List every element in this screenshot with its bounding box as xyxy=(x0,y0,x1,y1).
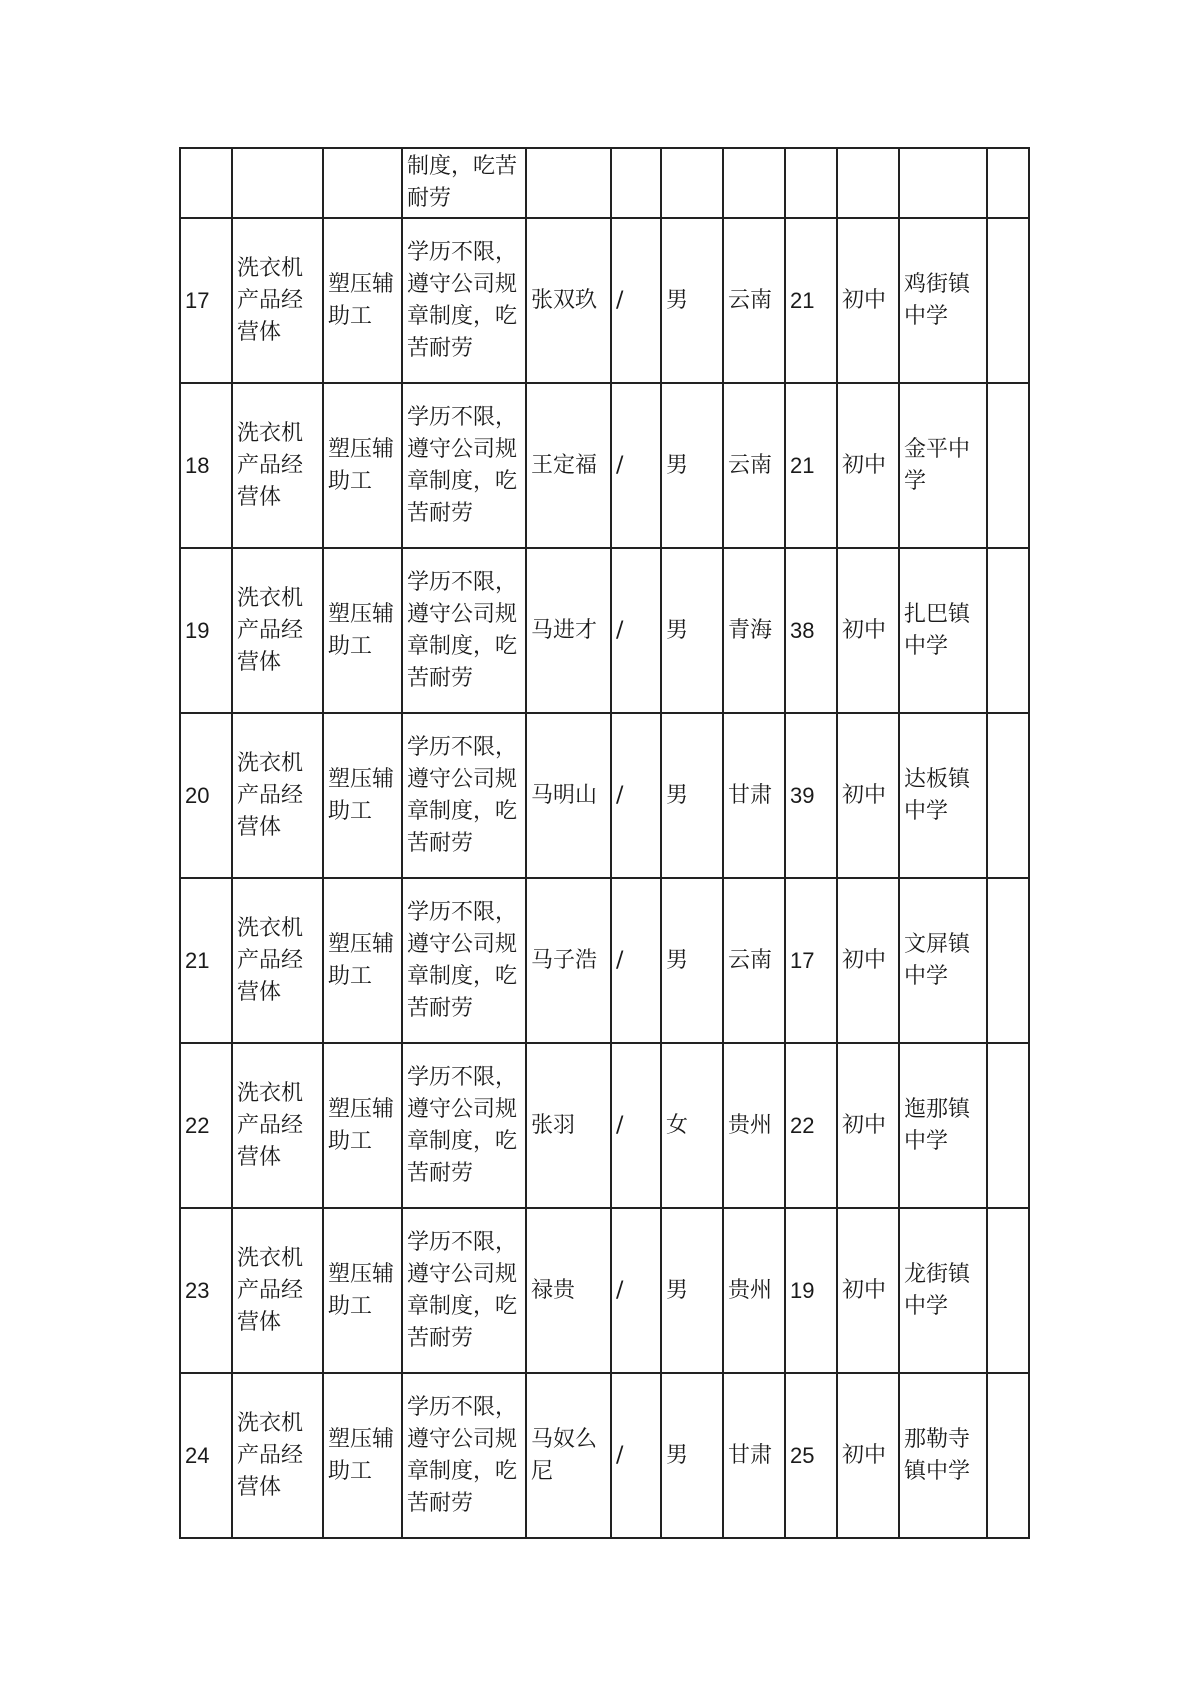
cell-name: 马子浩 xyxy=(526,878,611,1043)
table-row xyxy=(180,878,1029,1043)
cell-unit: 洗衣机产品经营体 xyxy=(232,1043,323,1208)
cell-gender: 男 xyxy=(661,1208,723,1373)
cell-name: 马进才 xyxy=(526,548,611,713)
cell-remark xyxy=(987,148,1029,218)
cell-requirement: 学历不限，遵守公司规章制度，吃苦耐劳 xyxy=(402,1208,526,1373)
cell-age: 22 xyxy=(785,1043,837,1208)
cell-col6: / xyxy=(611,548,661,713)
cell-gender: 男 xyxy=(661,218,723,383)
cell-education: 初中 xyxy=(837,713,899,878)
cell-col6: / xyxy=(611,383,661,548)
cell-age: 21 xyxy=(785,383,837,548)
cell-name xyxy=(526,148,611,218)
cell-gender: 男 xyxy=(661,383,723,548)
table-row xyxy=(180,383,1029,548)
cell-remark xyxy=(987,713,1029,878)
cell-remark xyxy=(987,383,1029,548)
cell-position: 塑压辅助工 xyxy=(323,1208,402,1373)
cell-gender: 女 xyxy=(661,1043,723,1208)
cell-age: 39 xyxy=(785,713,837,878)
cell-province xyxy=(723,148,785,218)
cell-no: 21 xyxy=(180,878,232,1043)
cell-position: 塑压辅助工 xyxy=(323,218,402,383)
cell-position: 塑压辅助工 xyxy=(323,383,402,548)
cell-name: 张羽 xyxy=(526,1043,611,1208)
cell-education: 初中 xyxy=(837,1208,899,1373)
cell-province: 甘肃 xyxy=(723,1373,785,1538)
table-body xyxy=(180,148,1029,1538)
cell-age: 25 xyxy=(785,1373,837,1538)
cell-province: 云南 xyxy=(723,383,785,548)
cell-no: 22 xyxy=(180,1043,232,1208)
cell-requirement: 制度，吃苦耐劳 xyxy=(402,148,526,218)
cell-gender: 男 xyxy=(661,548,723,713)
cell-requirement: 学历不限，遵守公司规章制度，吃苦耐劳 xyxy=(402,713,526,878)
cell-no: 17 xyxy=(180,218,232,383)
table-row-continued xyxy=(180,148,1029,218)
cell-remark xyxy=(987,1208,1029,1373)
cell-col6: / xyxy=(611,1043,661,1208)
cell-position: 塑压辅助工 xyxy=(323,1373,402,1538)
cell-remark xyxy=(987,218,1029,383)
cell-unit: 洗衣机产品经营体 xyxy=(232,713,323,878)
cell-gender: 男 xyxy=(661,878,723,1043)
cell-position: 塑压辅助工 xyxy=(323,548,402,713)
cell-unit: 洗衣机产品经营体 xyxy=(232,218,323,383)
cell-age: 38 xyxy=(785,548,837,713)
table-row xyxy=(180,218,1029,383)
cell-education: 初中 xyxy=(837,218,899,383)
cell-age: 21 xyxy=(785,218,837,383)
cell-school: 那勒寺镇中学 xyxy=(899,1373,987,1538)
cell-school: 金平中学 xyxy=(899,383,987,548)
cell-position: 塑压辅助工 xyxy=(323,878,402,1043)
cell-requirement: 学历不限，遵守公司规章制度，吃苦耐劳 xyxy=(402,548,526,713)
cell-name: 禄贵 xyxy=(526,1208,611,1373)
table-row xyxy=(180,713,1029,878)
cell-col6: / xyxy=(611,1373,661,1538)
cell-unit: 洗衣机产品经营体 xyxy=(232,383,323,548)
cell-school: 鸡街镇中学 xyxy=(899,218,987,383)
table-row xyxy=(180,1043,1029,1208)
cell-col6 xyxy=(611,148,661,218)
cell-school: 龙街镇中学 xyxy=(899,1208,987,1373)
cell-name: 张双玖 xyxy=(526,218,611,383)
cell-education: 初中 xyxy=(837,383,899,548)
cell-school: 文屏镇中学 xyxy=(899,878,987,1043)
cell-requirement: 学历不限，遵守公司规章制度，吃苦耐劳 xyxy=(402,1373,526,1538)
cell-position: 塑压辅助工 xyxy=(323,713,402,878)
cell-school xyxy=(899,148,987,218)
cell-requirement: 学历不限，遵守公司规章制度，吃苦耐劳 xyxy=(402,1043,526,1208)
cell-no: 23 xyxy=(180,1208,232,1373)
table-row xyxy=(180,1373,1029,1538)
cell-province: 贵州 xyxy=(723,1043,785,1208)
cell-gender: 男 xyxy=(661,713,723,878)
cell-school: 扎巴镇中学 xyxy=(899,548,987,713)
cell-gender: 男 xyxy=(661,1373,723,1538)
cell-no: 18 xyxy=(180,383,232,548)
cell-no xyxy=(180,148,232,218)
cell-age: 17 xyxy=(785,878,837,1043)
cell-remark xyxy=(987,1373,1029,1538)
cell-education xyxy=(837,148,899,218)
cell-school: 达板镇中学 xyxy=(899,713,987,878)
cell-name: 王定福 xyxy=(526,383,611,548)
cell-requirement: 学历不限，遵守公司规章制度，吃苦耐劳 xyxy=(402,878,526,1043)
cell-remark xyxy=(987,1043,1029,1208)
table-row xyxy=(180,548,1029,713)
cell-age: 19 xyxy=(785,1208,837,1373)
cell-province: 贵州 xyxy=(723,1208,785,1373)
cell-remark xyxy=(987,878,1029,1043)
cell-unit: 洗衣机产品经营体 xyxy=(232,1373,323,1538)
cell-education: 初中 xyxy=(837,878,899,1043)
cell-province: 甘肃 xyxy=(723,713,785,878)
cell-name: 马奴么尼 xyxy=(526,1373,611,1538)
cell-col6: / xyxy=(611,218,661,383)
cell-education: 初中 xyxy=(837,1043,899,1208)
cell-education: 初中 xyxy=(837,1373,899,1538)
cell-no: 19 xyxy=(180,548,232,713)
cell-remark xyxy=(987,548,1029,713)
cell-unit: 洗衣机产品经营体 xyxy=(232,1208,323,1373)
cell-requirement: 学历不限，遵守公司规章制度，吃苦耐劳 xyxy=(402,218,526,383)
cell-requirement: 学历不限，遵守公司规章制度，吃苦耐劳 xyxy=(402,383,526,548)
cell-col6: / xyxy=(611,1208,661,1373)
recruitment-table xyxy=(179,147,1030,1539)
cell-unit: 洗衣机产品经营体 xyxy=(232,548,323,713)
table-row xyxy=(180,1208,1029,1373)
cell-school: 迤那镇中学 xyxy=(899,1043,987,1208)
cell-province: 青海 xyxy=(723,548,785,713)
cell-no: 24 xyxy=(180,1373,232,1538)
cell-col6: / xyxy=(611,713,661,878)
cell-province: 云南 xyxy=(723,218,785,383)
cell-no: 20 xyxy=(180,713,232,878)
cell-education: 初中 xyxy=(837,548,899,713)
cell-col6: / xyxy=(611,878,661,1043)
cell-name: 马明山 xyxy=(526,713,611,878)
cell-age xyxy=(785,148,837,218)
cell-gender xyxy=(661,148,723,218)
cell-position xyxy=(323,148,402,218)
cell-unit: 洗衣机产品经营体 xyxy=(232,878,323,1043)
cell-unit xyxy=(232,148,323,218)
cell-province: 云南 xyxy=(723,878,785,1043)
cell-position: 塑压辅助工 xyxy=(323,1043,402,1208)
